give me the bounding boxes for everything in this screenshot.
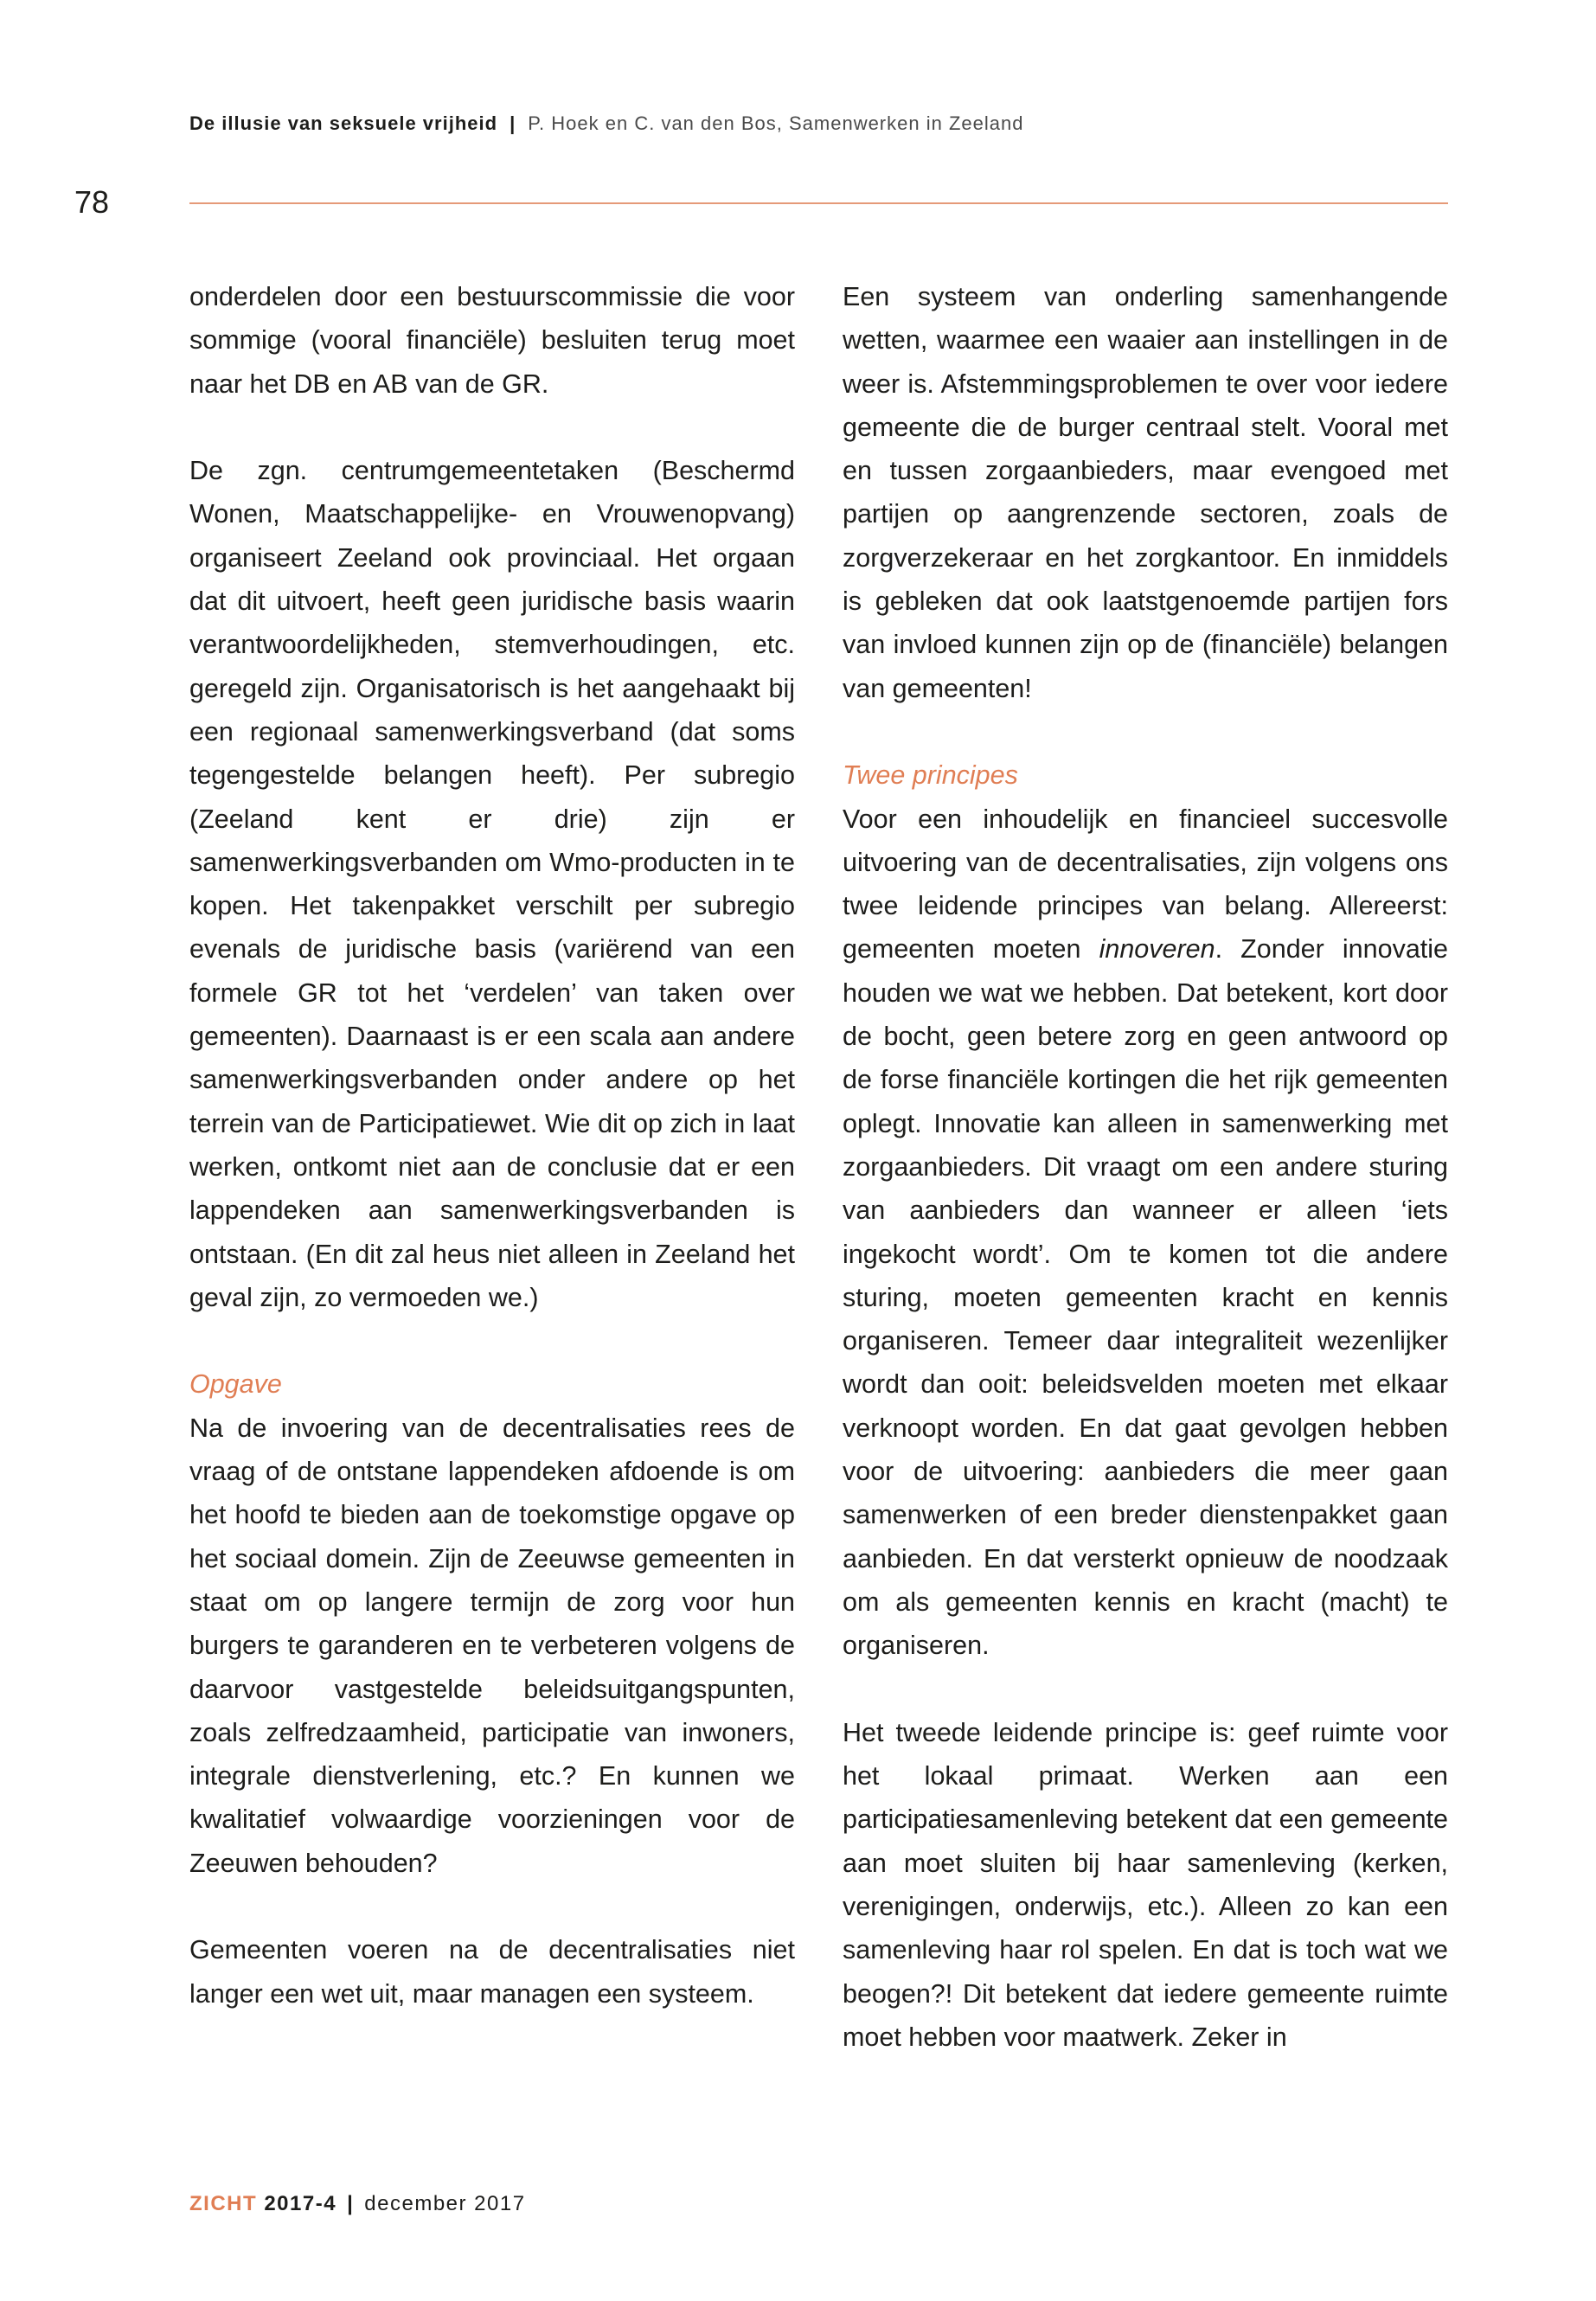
page-number: 78 bbox=[74, 184, 110, 220]
paragraph: Gemeenten voeren na de decentralisaties niet langer een wet uit, maar managen een systeem. bbox=[189, 1935, 795, 2009]
paragraph: Na de invoering van de decentralisaties rees de vraag of de ontstane lappendeken afdoende is om het hoofd te bieden aan de toekomstige opgave op het sociaal domein. Zijn de Zeeuwse gemeenten in staat om op langere termijn de zorg voor hun burgers te garanderen en te verbeteren volgens de daarvoor vastgestelde beleidsuitgangspunten, zoals zelfredzaamheid, participatie van inwoners, integrale dienstverlening, etc.? En kunnen we kwalitatief volwaardige voorzieningen voor de Zeeuwen behouden? bbox=[189, 1413, 795, 1878]
emphasis: innoveren bbox=[1099, 934, 1215, 965]
article-authors: P. Hoek en C. van den Bos, Samenwerken in Zeeland bbox=[528, 112, 1024, 134]
section-heading-twee-principes: Twee principes bbox=[843, 760, 1018, 791]
running-head bbox=[189, 112, 1023, 135]
paragraph bbox=[843, 798, 1448, 1668]
paragraph: Een systeem van onderling samenhangende wetten, waarmee een waaier aan instellingen in de weer is. Afstemmingsproblemen te over voor iedere gemeente die de burger centraal stelt. Vooral met en tussen zorgaanbieders, maar evengoed met partijen op aangrenzende sectoren, zoals de zorgverzekeraar en het zorgkantoor. En inmiddels is gebleken dat ook laatstgenoemde partijen fors van invloed kunnen zijn op de (financiële) belangen van gemeenten! bbox=[843, 282, 1448, 703]
footer bbox=[189, 2192, 526, 2216]
section-heading-opgave: Opgave bbox=[189, 1369, 282, 1400]
article-title: De illusie van seksuele vrijheid bbox=[189, 112, 498, 134]
paragraph: De zgn. centrumgemeentetaken (Beschermd Wonen, Maatschappelijke- en Vrouwenopvang) organiseert Zeeland ook provinciaal. Het orgaan dat dit uitvoert, heeft geen juridische basis waarin verantwoordelijkheden, stemverhoudingen, etc. geregeld zijn. Organisatorisch is het aangehaakt bij een regionaal samenwerkingsverband (dat soms tegengestelde belangen heeft). Per subregio (Zeeland kent er drie) zijn er samenwerkingsverbanden om Wmo-producten in te kopen. Het takenpakket verschilt per subregio evenals de juridische basis (variërend van een formele GR tot het ‘verdelen’ van taken over gemeenten). Daarnaast is er een scala aan andere samenwerkingsverbanden onder andere op het terrein van de Participatiewet. Wie dit op zich in laat werken, ontkomt niet aan de conclusie dat er een lappendeken aan samenwerkingsverbanden is ontstaan. (En dit zal heus niet alleen in Zeeland het geval zijn, zo vermoeden we.) bbox=[189, 456, 795, 1312]
issue-date: december 2017 bbox=[364, 2192, 526, 2215]
paragraph: Het tweede leidende principe is: geef ruimte voor het lokaal primaat. Werken aan een participatiesamenleving betekent dat een gemeente aan moet sluiten bij haar samenleving (kerken, verenigingen, onderwijs, etc.). Alleen zo kan een samenleving haar rol spelen. En dat is toch wat we beogen?! Dit betekent dat iedere gemeente ruimte moet hebben voor maatwerk. Zeker in bbox=[843, 1717, 1448, 2052]
header-rule bbox=[189, 202, 1448, 204]
issue-number: 2017-4 bbox=[264, 2192, 337, 2215]
footer-separator: | bbox=[347, 2192, 355, 2215]
magazine-brand: ZICHT bbox=[189, 2192, 258, 2215]
text-run: Voor een inhoudelijk en financieel succesvolle uitvoering van de decentralisaties, zijn volgens ons twee leidende principes van belang. Allereerst: gemeenten moeten bbox=[843, 804, 1448, 965]
right-column bbox=[843, 275, 1448, 2059]
text-run: . Zonder innovatie houden we wat we hebben. Dat betekent, kort door de bocht, geen betere zorg en geen antwoord op de forse financiële kortingen die het rijk gemeenten oplegt. Innovatie kan alleen in samenwerking met zorgaanbieders. Dit vraagt om een andere sturing van aanbieders dan wanneer er alleen ‘iets ingekocht wordt’. Om te komen tot die andere sturing, moeten gemeenten kracht en kennis organiseren. Temeer daar integraliteit wezenlijker wordt dan ooit: beleidsvelden moeten met elkaar verknoopt worden. En dat gaat gevolgen hebben voor de uitvoering: aanbieders die meer gaan samenwerken of een breder dienstenpakket gaan aanbieden. En dat versterkt opnieuw de noodzaak om als gemeenten kennis en kracht (macht) te organiseren. bbox=[843, 934, 1448, 1661]
paragraph: onderdelen door een bestuurscommissie die voor sommige (vooral financiële) besluiten terug moet naar het DB en AB van de GR. bbox=[189, 282, 795, 399]
left-column bbox=[189, 275, 795, 2016]
header-separator: | bbox=[510, 112, 516, 134]
